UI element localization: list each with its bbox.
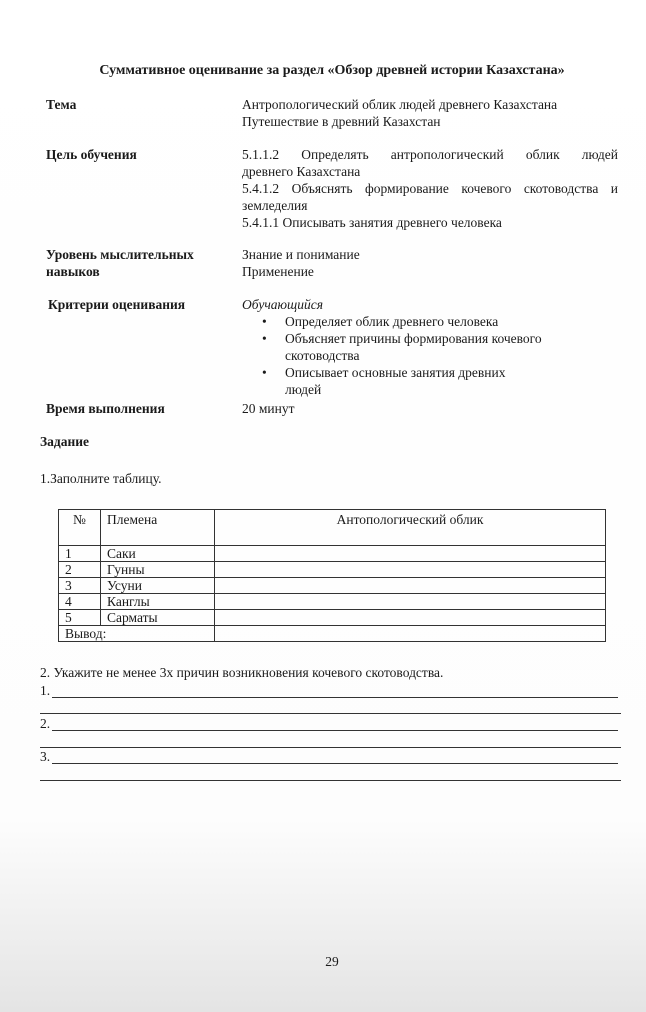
answer-line-3a[interactable] bbox=[52, 763, 618, 764]
answer-line-2a[interactable] bbox=[52, 730, 618, 731]
table-conclusion-row bbox=[59, 626, 606, 642]
table-row bbox=[59, 610, 606, 626]
tribes-table bbox=[58, 509, 606, 642]
topic-value bbox=[242, 96, 618, 130]
row-tribe: Сарматы bbox=[101, 610, 215, 626]
header-appearance: Антопологический облик bbox=[215, 510, 606, 546]
topic-label: Тема bbox=[46, 97, 77, 112]
table-header-row bbox=[59, 510, 606, 546]
answer-number-3: 3. bbox=[40, 749, 51, 764]
level-line-1: Знание и понимание bbox=[242, 247, 360, 262]
row-answer-cell[interactable] bbox=[215, 578, 606, 594]
table-row bbox=[59, 546, 606, 562]
row-number: 4 bbox=[59, 594, 101, 610]
row-number: 1 bbox=[59, 546, 101, 562]
header-tribes: Племена bbox=[101, 510, 215, 546]
time-value: 20 минут bbox=[242, 401, 295, 416]
level-label-line-1: Уровень мыслительных bbox=[46, 247, 194, 262]
table-row bbox=[59, 562, 606, 578]
criteria-value bbox=[242, 296, 618, 398]
row-tribe: Канглы bbox=[101, 594, 215, 610]
goal-line-1: 5.1.1.2 Определять антропологический облик людей bbox=[242, 147, 618, 162]
topic-line-1: Антропологический облик людей древнего Казахстана bbox=[242, 97, 558, 112]
table-row bbox=[59, 594, 606, 610]
criteria-list bbox=[242, 313, 542, 398]
criteria-item: • Объясняет причины формирования кочевого скотоводства bbox=[242, 330, 542, 364]
conclusion-label: Вывод: bbox=[59, 626, 215, 642]
row-answer-cell[interactable] bbox=[215, 546, 606, 562]
time-label: Время выполнения bbox=[46, 401, 165, 416]
level-label-line-2: навыков bbox=[46, 264, 100, 279]
goal-line-5: 5.4.1.1 Описывать занятия древнего человека bbox=[242, 215, 502, 230]
level-line-2: Применение bbox=[242, 264, 314, 279]
task2-prompt: 2. Укажите не менее 3х причин возникновения кочевого скотоводства. bbox=[40, 665, 444, 680]
level-label bbox=[46, 246, 194, 280]
row-answer-cell[interactable] bbox=[215, 610, 606, 626]
answer-line-2b[interactable] bbox=[40, 747, 621, 748]
topic-line-2: Путешествие в древний Казахстан bbox=[242, 114, 441, 129]
answer-line-1a[interactable] bbox=[52, 697, 618, 698]
conclusion-answer-cell[interactable] bbox=[215, 626, 606, 642]
answer-number-2: 2. bbox=[40, 716, 51, 731]
page-number: 29 bbox=[325, 954, 339, 969]
goal-line-2: древнего Казахстана bbox=[242, 164, 361, 179]
row-answer-cell[interactable] bbox=[215, 594, 606, 610]
task1-prompt: 1.Заполните таблицу. bbox=[40, 471, 162, 486]
row-number: 3 bbox=[59, 578, 101, 594]
row-tribe: Саки bbox=[101, 546, 215, 562]
row-number: 5 bbox=[59, 610, 101, 626]
page-title: Суммативное оценивание за раздел «Обзор древней истории Казахстана» bbox=[99, 63, 565, 78]
goal-label: Цель обучения bbox=[46, 147, 137, 162]
criteria-intro: Обучающийся bbox=[242, 297, 324, 312]
row-answer-cell[interactable] bbox=[215, 562, 606, 578]
criteria-item: • Определяет облик древнего человека bbox=[242, 313, 542, 330]
goal-line-4: земледелия bbox=[242, 198, 308, 213]
answer-number-1: 1. bbox=[40, 683, 51, 698]
task-heading: Задание bbox=[40, 434, 90, 449]
answer-line-1b[interactable] bbox=[40, 713, 621, 714]
criteria-label: Критерии оценивания bbox=[48, 297, 186, 312]
row-tribe: Гунны bbox=[101, 562, 215, 578]
table-row bbox=[59, 578, 606, 594]
answer-line-3b[interactable] bbox=[40, 780, 621, 781]
level-value bbox=[242, 246, 618, 280]
goal-value bbox=[242, 146, 618, 231]
goal-line-3: 5.4.1.2 Объяснять формирование кочевого скотоводства и bbox=[242, 181, 618, 196]
row-number: 2 bbox=[59, 562, 101, 578]
header-number: № bbox=[59, 510, 101, 546]
criteria-item: • Описывает основные занятия древних людей bbox=[242, 364, 542, 398]
row-tribe: Усуни bbox=[101, 578, 215, 594]
